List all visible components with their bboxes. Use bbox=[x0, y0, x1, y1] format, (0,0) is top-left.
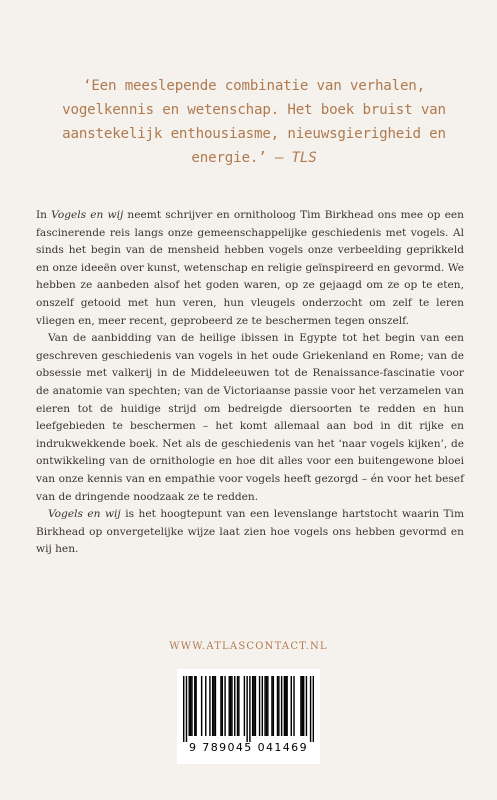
barcode-bar bbox=[285, 676, 286, 736]
barcode-bar bbox=[222, 676, 223, 736]
barcode-bar bbox=[189, 676, 190, 736]
barcode-bar bbox=[234, 676, 235, 736]
blurb-text: is het hoogtepunt van een levenslange hartstocht waarin Tim Birkhead op onvergetelijke wijze laat zien hoe vogels ons hebben gevormd en wij hen. bbox=[36, 508, 464, 556]
barcode-bar bbox=[237, 676, 238, 736]
barcode-bar bbox=[230, 676, 231, 736]
barcode-bar bbox=[310, 676, 311, 742]
barcode-bar bbox=[259, 676, 260, 736]
blurb-paragraph-3 bbox=[36, 506, 464, 559]
barcode-bar bbox=[281, 676, 282, 736]
barcode-bar bbox=[220, 676, 221, 736]
barcode-bar bbox=[186, 676, 187, 742]
barcode-bar bbox=[238, 676, 239, 736]
barcode-bar bbox=[293, 676, 294, 736]
barcode-bar bbox=[224, 676, 225, 736]
barcode-bars bbox=[183, 676, 314, 742]
barcode-bar bbox=[277, 676, 278, 736]
barcode-bar bbox=[229, 676, 230, 736]
barcode-bar bbox=[212, 676, 213, 736]
barcode-bar bbox=[284, 676, 285, 736]
blurb bbox=[36, 207, 464, 559]
book-title: Vogels en wij bbox=[48, 508, 121, 521]
barcode-bar bbox=[246, 676, 247, 742]
blurb-paragraph-2: Van de aanbidding van de heilige ibissen in Egypte tot het begin van een geschreven geschiedenis van vogels in het oude Griekenland en Rome; van de obsessie met valkerij in de Middeleeuwen tot de Renaissance-fascinatie voor de anatomie van spechten; van de Victoriaanse passie voor het verzamelen van eieren tot de huidige strijd om bedreigde diersoorten te redden en hun leefgebieden te beschermen – het komt allemaal aan bod in dit rijke en indrukwekkende boek. Net als de geschiedenis van het ‘naar vogels kijken’, de ontwikkeling van de ornithologie en hoe dit alles voor een buitengewone bloei van onze kennis van en empathie voor vogels heeft gezorgd – én voor het besef van de dringende noodzaak ze te redden. bbox=[36, 332, 464, 503]
quote-text: ‘Een meeslepende combinatie van verhalen, vogelkennis en wetenschap. Het boek bruist van aanstekelijk enthousiasme, nieuwsgierigheid en energie.’ – bbox=[62, 78, 446, 166]
publisher-website[interactable]: WWW.ATLASCONTACT.NL bbox=[169, 641, 328, 652]
barcode-bar bbox=[300, 676, 301, 736]
barcode-bar bbox=[209, 676, 210, 736]
blurb-text: neemt schrijver en ornitholoog Tim Birkhead ons mee op een fascinerende reis langs onze gemeenschappelijke geschiedenis met vogels. Al sinds het begin van de mensheid hebben vogels onze verbeelding geprikkeld en onze ideeën over kunst, wetenschap en religie geïnspireerd en gevormd. We hebben ze aanbeden alsof het goden waren, op ze gejaagd om ze op te eten, onszelf getooid met hun veren, hun vleugels onderzocht om zelf te leren vliegen en, meer recent, geprobeerd ze te beschermen tegen onszelf. bbox=[36, 209, 464, 327]
barcode-bar bbox=[201, 676, 202, 736]
barcode bbox=[177, 669, 320, 764]
blurb-text: In bbox=[36, 209, 52, 221]
barcode-bar bbox=[271, 676, 272, 736]
barcode-bar bbox=[302, 676, 303, 736]
barcode-bar bbox=[266, 676, 267, 736]
review-quote bbox=[44, 74, 464, 170]
barcode-bar bbox=[262, 676, 263, 736]
barcode-bar bbox=[291, 676, 292, 736]
barcode-bar bbox=[264, 676, 265, 736]
quote-source: TLS bbox=[291, 150, 317, 166]
barcode-bar bbox=[191, 676, 192, 736]
isbn-number: 9 789045 041469 bbox=[189, 741, 308, 754]
barcode-bar bbox=[195, 676, 196, 736]
blurb-paragraph-1 bbox=[36, 207, 464, 330]
barcode-bar bbox=[255, 676, 256, 736]
barcode-bar bbox=[244, 676, 245, 736]
barcode-bar bbox=[286, 676, 287, 736]
barcode-bar bbox=[267, 676, 268, 736]
barcode-bar bbox=[213, 676, 214, 736]
barcode-bar bbox=[190, 676, 191, 736]
barcode-bar bbox=[252, 676, 253, 736]
barcode-bar bbox=[306, 676, 307, 736]
barcode-bar bbox=[313, 676, 314, 742]
barcode-bar bbox=[273, 676, 274, 736]
barcode-bar bbox=[249, 676, 250, 742]
book-title: Vogels en wij bbox=[51, 209, 124, 221]
barcode-bar bbox=[278, 676, 279, 736]
barcode-bar bbox=[205, 676, 206, 736]
barcode-bar bbox=[183, 676, 184, 742]
barcode-bar bbox=[194, 676, 195, 736]
barcode-bar bbox=[303, 676, 304, 736]
barcode-bar bbox=[215, 676, 216, 736]
barcode-bar bbox=[231, 676, 232, 736]
barcode-bar bbox=[253, 676, 254, 736]
